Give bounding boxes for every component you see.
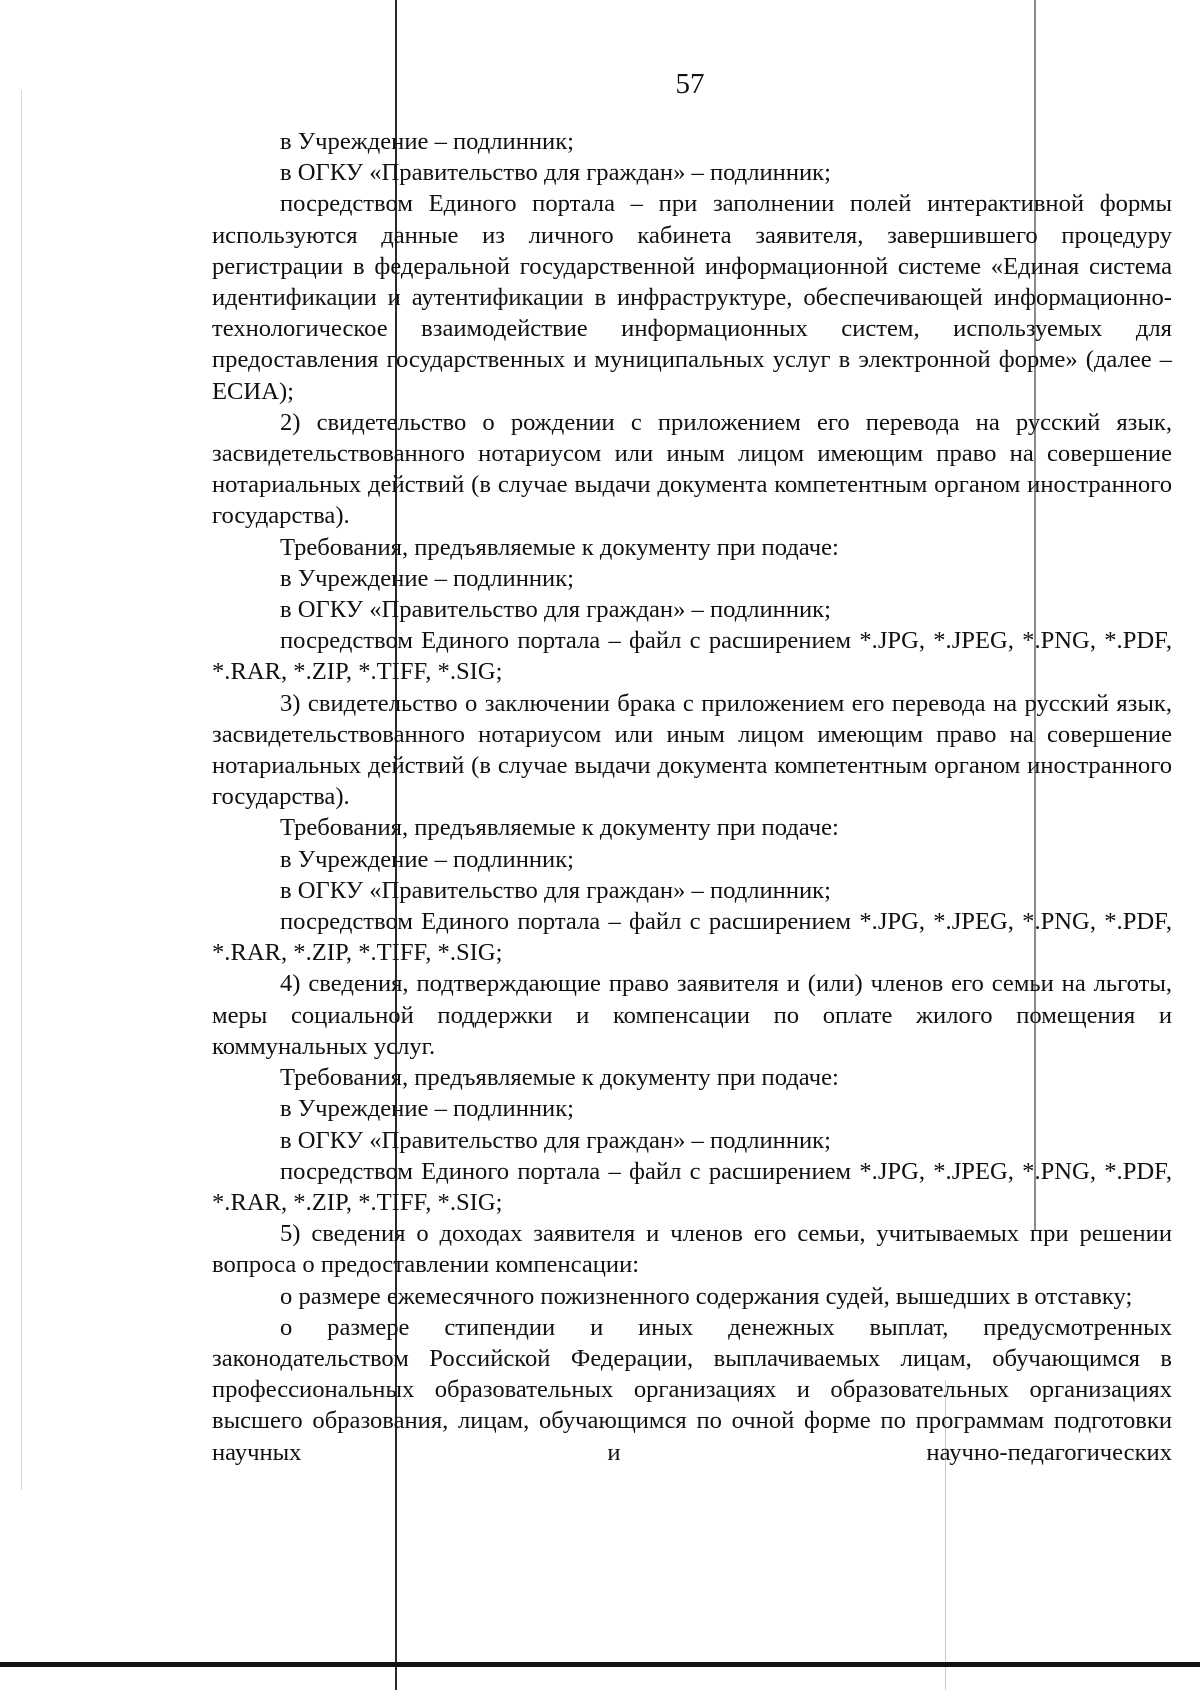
- paragraph: 4) сведения, подтверждающие право заявителя и (или) членов его семьи на льготы, меры социальной поддержки и компенсации по оплате жилого помещения и коммунальных услуг.: [212, 970, 1172, 1060]
- paragraph: в ОГКУ «Правительство для граждан» – подлинник;: [280, 1126, 831, 1154]
- page-bottom-border: [0, 1662, 1200, 1667]
- document-body: [212, 126, 1172, 1468]
- paragraph: 5) сведения о доходах заявителя и членов его семьи, учитываемых при решении вопроса о предоставлении компенсации:: [212, 1220, 1172, 1279]
- paragraph: в Учреждение – подлинник;: [280, 564, 574, 592]
- paragraph: посредством Единого портала – файл с расширением *.JPG, *.JPEG, *.PNG, *.PDF, *.RAR, *.ZIP, *.TIFF, *.SIG;: [212, 627, 1172, 686]
- paragraph: Требования, предъявляемые к документу при подаче:: [280, 1064, 839, 1092]
- paragraph: о размере стипендии и иных денежных выплат, предусмотренных законодательством Российской Федерации, выплачиваемых лицам, обучающимся в профессиональных образовательных организациях и образовательных организациях высшего образования, лицам, обучающимся по очной форме по программам подготовки научных и научно-педагогических: [212, 1313, 1172, 1466]
- page-number: 57: [675, 68, 705, 100]
- paragraph: в Учреждение – подлинник;: [280, 845, 574, 873]
- paragraph: в ОГКУ «Правительство для граждан» – подлинник;: [280, 596, 831, 624]
- paragraph: в Учреждение – подлинник;: [280, 128, 574, 155]
- paragraph: Требования, предъявляемые к документу при подаче:: [280, 533, 839, 561]
- paragraph: 3) свидетельство о заключении брака с приложением его перевода на русский язык, засвидетельствованного нотариусом или иным лицом имеющим право на совершение нотариальных действий (в случае выдачи документа компетентным органом иностранного государства).: [212, 689, 1172, 811]
- paragraph: 2) свидетельство о рождении с приложением его перевода на русский язык, засвидетельствованного нотариусом или иным лицом имеющим право на совершение нотариальных действий (в случае выдачи документа компетентным органом иностранного государства).: [212, 408, 1172, 530]
- scan-artifact-line: [21, 90, 22, 1490]
- paragraph: посредством Единого портала – файл с расширением *.JPG, *.JPEG, *.PNG, *.PDF, *.RAR, *.ZIP, *.TIFF, *.SIG;: [212, 1157, 1172, 1216]
- paragraph: Требования, предъявляемые к документу при подаче:: [280, 814, 839, 842]
- paragraph: в ОГКУ «Правительство для граждан» – подлинник;: [280, 876, 831, 904]
- paragraph: в Учреждение – подлинник;: [280, 1095, 574, 1123]
- paragraph: в ОГКУ «Правительство для граждан» – подлинник;: [280, 159, 831, 187]
- paragraph: посредством Единого портала – при заполнении полей интерактивной формы используются данные из личного кабинета заявителя, завершившего процедуру регистрации в федеральной государственной информационной системе «Единая система идентификации и аутентификации в инфраструктуре, обеспечивающей информационно-технологическое взаимодействие информационных систем, используемых для предоставления государственных и муниципальных услуг в электронной форме» (далее – ЕСИА);: [212, 190, 1172, 405]
- paragraph: о размере ежемесячного пожизненного содержания судей, вышедших в отставку;: [280, 1282, 1133, 1310]
- paragraph: посредством Единого портала – файл с расширением *.JPG, *.JPEG, *.PNG, *.PDF, *.RAR, *.ZIP, *.TIFF, *.SIG;: [212, 908, 1172, 967]
